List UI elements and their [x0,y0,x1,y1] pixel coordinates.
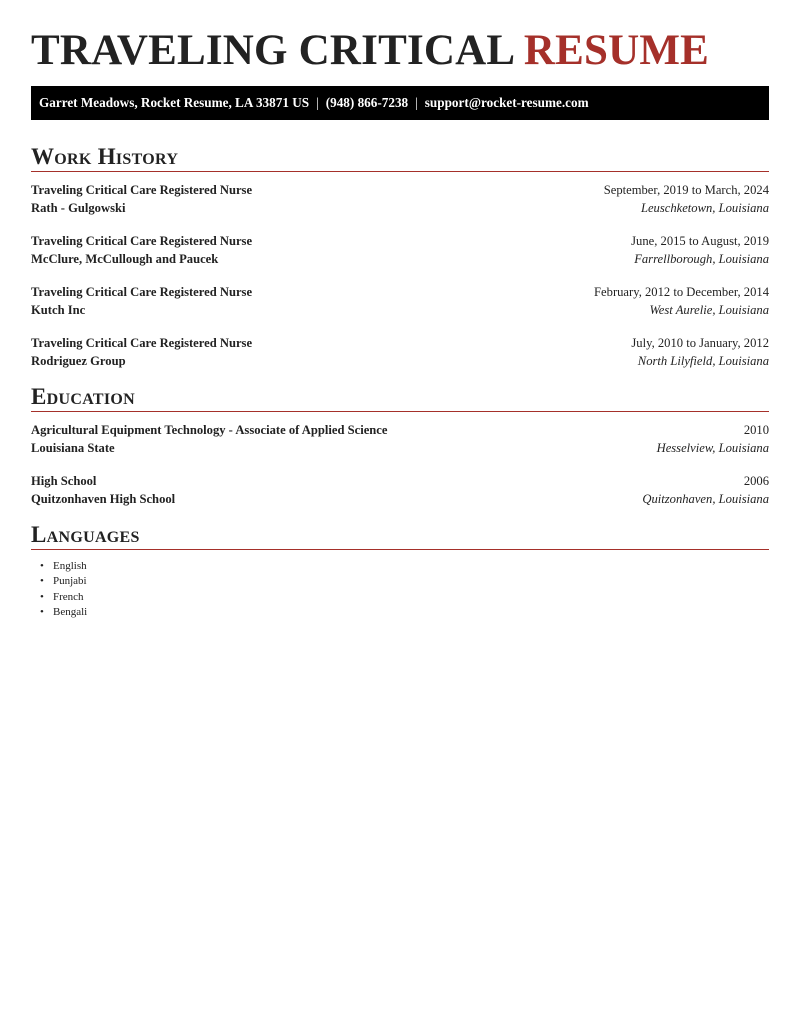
work-entry [31,232,769,268]
bullet-icon: • [40,560,44,572]
language-name: Punjabi [53,575,87,588]
contact-bar [31,86,769,120]
title-main: TRAVELING CRITICAL [31,27,513,74]
degree-name: High School [31,474,97,488]
school-location: Quitzonhaven, Louisiana [642,492,769,506]
school-location: Hesselview, Louisiana [656,441,769,455]
education-entry [31,421,769,457]
work-entry [31,283,769,319]
company-name: McClure, McCullough and Paucek [31,252,219,266]
section-heading-languages: Languages [31,520,769,550]
language-name: Bengali [53,605,88,618]
graduation-year: 2010 [743,423,769,437]
job-title: Traveling Critical Care Registered Nurse [31,285,253,299]
language-name: English [53,560,87,572]
job-location: North Lilyfield, Louisiana [637,354,769,368]
section-heading-education: Education [31,382,769,412]
list-item [40,605,769,620]
work-entry [31,334,769,370]
school-name: Louisiana State [31,441,115,455]
education-entry [31,472,769,508]
bullet-icon: • [40,590,44,603]
contact-separator: | [415,95,418,110]
list-item [40,574,769,589]
job-location: Leuschketown, Louisiana [640,201,769,215]
graduation-year: 2006 [743,474,769,488]
company-name: Kutch Inc [31,303,86,317]
work-entry [31,181,769,217]
degree-name: Agricultural Equipment Technology - Associate of Applied Science [31,423,388,437]
language-name: French [53,590,84,603]
job-title: Traveling Critical Care Registered Nurse [31,183,253,197]
job-location: Farrellborough, Louisiana [634,252,769,266]
job-dates: February, 2012 to December, 2014 [594,285,769,299]
company-name: Rodriguez Group [31,354,126,368]
contact-email: support@rocket-resume.com [424,95,589,110]
contact-address: Garret Meadows, Rocket Resume, LA 33871 US [39,95,310,110]
job-dates: June, 2015 to August, 2019 [631,234,769,248]
resume-page [31,0,769,620]
resume-title [31,0,769,86]
job-dates: July, 2010 to January, 2012 [631,336,769,350]
job-title: Traveling Critical Care Registered Nurse [31,234,253,248]
section-heading-work-history: Work History [31,142,769,172]
title-accent: RESUME [523,27,710,74]
job-title: Traveling Critical Care Registered Nurse [31,336,253,350]
bullet-icon: • [40,605,44,618]
contact-separator: | [316,95,319,110]
job-dates: September, 2019 to March, 2024 [603,183,769,197]
languages-list [31,559,769,620]
company-name: Rath - Gulgowski [31,201,126,215]
bullet-icon: • [40,575,44,588]
list-item [40,559,769,574]
contact-phone: (948) 866-7238 [325,95,409,110]
school-name: Quitzonhaven High School [31,492,176,506]
list-item [40,590,769,605]
job-location: West Aurelie, Louisiana [649,303,769,317]
